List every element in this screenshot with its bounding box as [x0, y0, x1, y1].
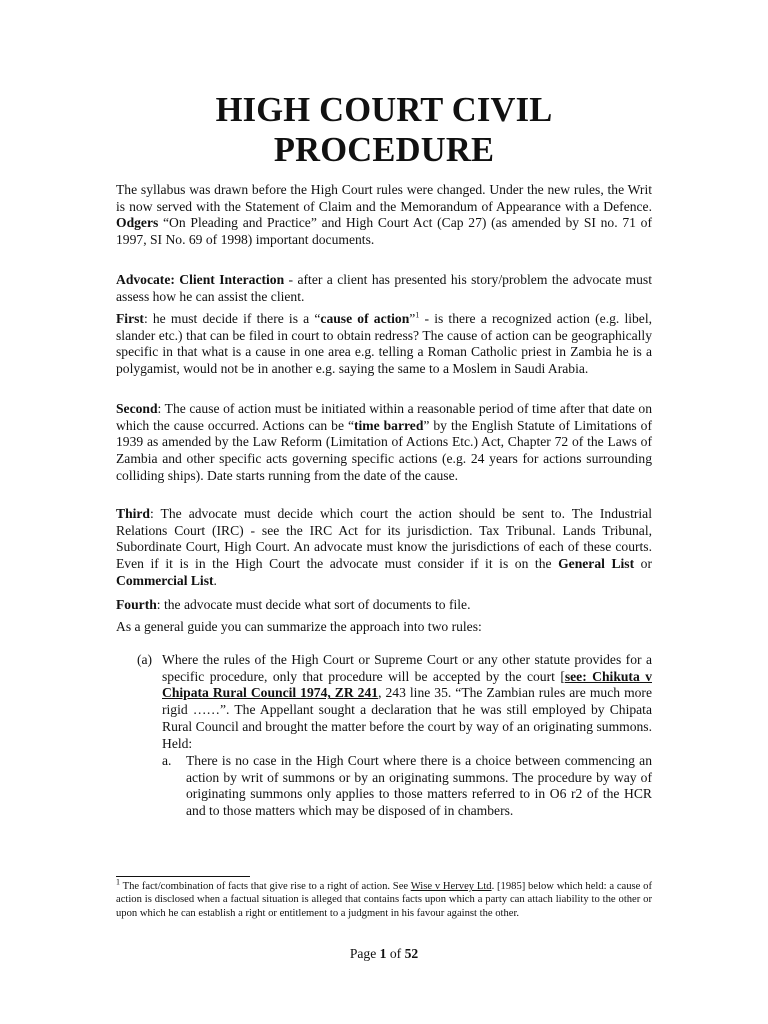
advocate-paragraph: Advocate: Client Interaction - after a client has presented his story/problem the advocate must assess how he can assist the client.: [116, 272, 652, 304]
rule-a-label: (a): [137, 652, 153, 667]
footnote-separator: [116, 876, 250, 877]
title-line-2: PROCEDURE: [273, 131, 495, 169]
first-paragraph: First: he must decide if there is a “cause of action”$^1$ - is there a recognized action (e.g. libel, slander etc.) that can be filed in court to obtain redress? The cause of action can be geographically specific in that what is a cause in one area e.g. telling a Roman Catholic priest in Zambia he is a polygamist, would not be in another e.g. saying the same to a Moslem in Saudi Arabia.: [116, 310, 653, 377]
footnote-ref[interactable]: 1: [415, 310, 420, 320]
footnote-case-link[interactable]: Wise v Hervey Ltd: [410, 881, 492, 892]
footnote: $^1$ The fact/combination of facts that give rise to a right of action. See Wise v Hervey Ltd. [1985] below which held: a cause of action is disclosed when a factual situation is alleged that contains facts upon which a party can attach liability to the other or upon which he can establish a right or entitlement to a judgment in his favour against the other.: [116, 877, 652, 919]
case-citation-link[interactable]: see: Chikuta v Chipata Rural Council 1974, ZR 241: [162, 668, 652, 701]
subitem-label: a.: [162, 753, 172, 768]
subitem-text: There is no case in the High Court where there is a choice between commencing an action by writ of summons or by an originating summons. The procedure by way of originating summons only applies to those matters referred to in O6 r2 of the HCR and to those matters which may be disposed of in chambers.: [186, 753, 652, 819]
guide-paragraph: As a general guide you can summarize the approach into two rules:: [116, 619, 482, 634]
second-paragraph: Second: The cause of action must be initiated within a reasonable period of time after that date on which the cause occurred. Actions can be “time barred” by the English Statute of Limitations of 1939 as amended by the Law Reform (Limitation of Actions Etc.) Act, Chapter 72 of the Laws of Zambia and other specific acts governing specific actions (e.g. 24 years for actions surrounding colliding ships). Date starts running from the date of the cause.: [116, 401, 652, 483]
intro-paragraph: The syllabus was drawn before the High Court rules were changed. Under the new rules, the Writ is now served with the Statement of Claim and the Memorandum of Appearance with a Defence. Odgers “On Pleading and Practice” and High Court Act (Cap 27) (as amended by SI no. 71 of 1997, SI No. 69 of 1998) important documents.: [116, 182, 652, 248]
third-paragraph: Third: The advocate must decide which court the action should be sent to. The Industrial Relations Court (IRC) - see the IRC Act for its jurisdiction. Tax Tribunal. Lands Tribunal, Subordinate Court, High Court. An advocate must know the jurisdictions of each of these courts. Even if it is in the High Court the advocate must consider if it is on the General List or Commercial List.: [116, 506, 653, 588]
rule-a-text: Where the rules of the High Court or Supreme Court or any other statute provides for a specific procedure, only that procedure will be accepted by the court [see: Chikuta v Chipata Rural Council 1974, ZR 241, 243 line 35. “The Zambian rules are much more rigid ……”. The Appellant sought a declaration that he was still employed by Chipata Rural Council and brought the matter before the court by way of an originating summons. Held:: [162, 652, 652, 751]
title-line-1: HIGH COURT CIVIL: [215, 91, 553, 129]
fourth-paragraph: Fourth: the advocate must decide what sort of documents to file.: [116, 597, 471, 612]
page-title: [116, 90, 652, 170]
page-number: Page 1 of 52: [349, 946, 419, 961]
